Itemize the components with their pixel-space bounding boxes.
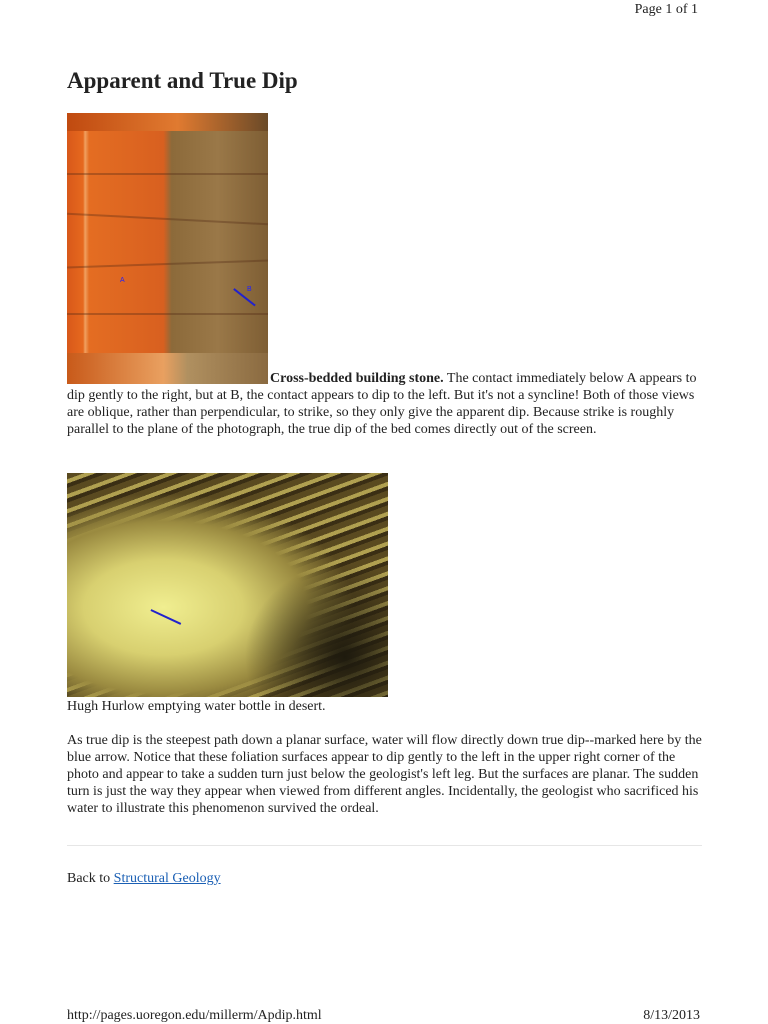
blue-arrow-icon	[151, 609, 182, 624]
back-prefix: Back to	[67, 871, 114, 886]
blue-arrow-icon	[234, 288, 256, 306]
cross-bedded-stone-photo	[67, 113, 268, 384]
body-paragraph: As true dip is the steepest path down a planar surface, water will flow directly down true dip--marked here by the blue arrow. Notice that these foliation surfaces appear to dip gently to the left in the upper right corner of the photo and appear to take a sudden turn just below the geologist's left leg. But the surfaces are planar. The sudden turn is just the way they appear when viewed from different angles. Incidentally, the geologist who sacrificed his water to illustrate this phenomenon survived the ordeal.	[67, 733, 702, 816]
figure2-caption: Hugh Hurlow emptying water bottle in desert.	[67, 699, 326, 714]
structural-geology-link[interactable]: Structural Geology	[113, 871, 221, 886]
photo-shadow	[244, 563, 388, 697]
caption-bold: Cross-bedded building stone.	[270, 371, 444, 386]
back-link-line	[67, 871, 221, 887]
label-a: A	[120, 277, 125, 284]
label-b: B	[247, 286, 252, 293]
figure1-caption	[67, 370, 707, 438]
footer-url: http://pages.uoregon.edu/millerm/Apdip.html	[67, 1008, 322, 1023]
bedding-line	[67, 313, 268, 315]
footer-date: 8/13/2013	[643, 1008, 700, 1023]
page-number: Page 1 of 1	[634, 2, 698, 17]
divider	[67, 845, 702, 846]
bedding-line	[67, 259, 268, 268]
caption-text: The contact immediately below A appears to dip gently to the right, but at B, the contact appears to dip to the left. But it's not a syncline! Both of those views are oblique, rather than perpendicular, to strike, so they only give the apparent dip. Because strike is roughly parallel to the plane of the photograph, the true dip of the bed comes directly out of the screen.	[67, 371, 697, 437]
bedding-line	[67, 213, 268, 226]
bedding-line	[67, 173, 268, 175]
geologist-outcrop-photo	[67, 473, 388, 697]
page-title: Apparent and True Dip	[67, 68, 298, 93]
photo-top-block	[67, 113, 268, 131]
